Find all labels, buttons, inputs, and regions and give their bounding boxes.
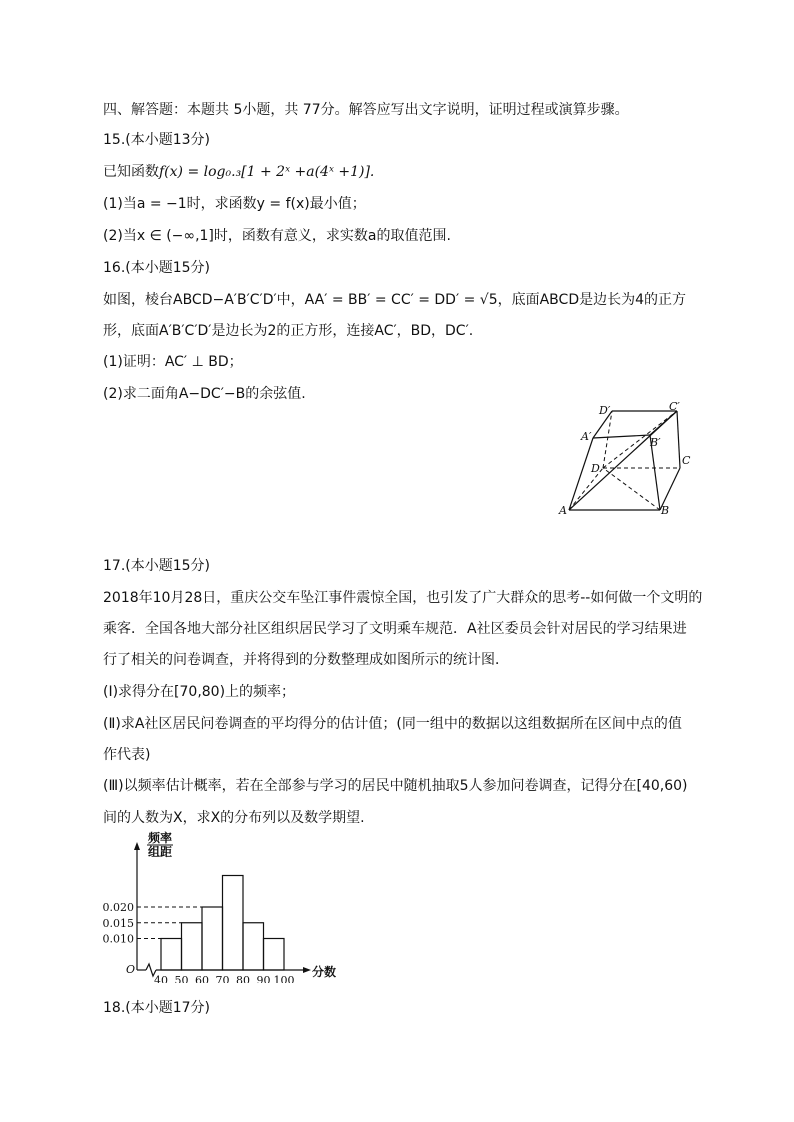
q16-part2: (2)求二面角A−DC′−B的余弦值. [103, 386, 306, 402]
q15-stem-formula: f(x) = log₀.₃[1 + 2ˣ +a(4ˣ +1)]. [159, 164, 375, 180]
histogram-bar [243, 923, 264, 970]
diag-b-d [603, 468, 660, 510]
label-b: B [661, 504, 670, 517]
diag-d-c1 [603, 411, 677, 468]
x-axis-label: 分数 [312, 965, 337, 979]
histogram-bar [264, 939, 285, 971]
q17-part1: (Ⅰ)求得分在[70,80)上的频率； [103, 684, 296, 700]
q17-stem-line3: 行了相关的问卷调查，并将得到的分数整理成如图所示的统计图． [103, 652, 509, 668]
histogram-bar [202, 907, 223, 970]
label-d-prime: D′ [599, 404, 611, 417]
x-axis-arrow [303, 967, 311, 973]
q18-number: 18.(本小题17分) [103, 1000, 211, 1016]
x-tick-label: 80 [236, 974, 250, 983]
x-tick-label: 40 [154, 974, 168, 983]
q16-part1: (1)证明：AC′ ⊥ BD； [103, 354, 243, 370]
edge-c-c1 [677, 411, 680, 468]
x-tick-label: 100 [273, 974, 295, 983]
q15-number: 15.(本小题13分) [103, 132, 211, 148]
y-tick-label: 0.015 [102, 916, 134, 930]
x-tick-label: 50 [174, 974, 189, 983]
histogram-bar [161, 939, 182, 971]
x-tick-label: 90 [256, 974, 271, 983]
label-a: A [559, 504, 567, 517]
histogram-bar [182, 923, 203, 970]
q16-stem-line1: 如图，棱台ABCD−A′B′C′D′中，AA′ = BB′ = CC′ = DD′ = √5，底面ABCD是边长为4的正方 [103, 292, 687, 308]
q16-stem-line2: 形，底面A′B′C′D′是边长为2的正方形，连接AC′，BD，DC′. [103, 323, 474, 339]
y-axis-arrow [134, 842, 140, 850]
q15-stem-prefix: 已知函数 [103, 164, 159, 180]
y-tick-label: 0.010 [102, 932, 134, 946]
x-tick-label: 60 [195, 974, 209, 983]
section-header: 四、解答题：本题共 5小题，共 77分。解答应写出文字说明，证明过程或演算步骤。 [103, 102, 629, 118]
frustum-figure [555, 398, 705, 520]
origin-label: O [126, 963, 136, 976]
label-c: C [682, 454, 691, 467]
edge-d-d1 [603, 411, 612, 468]
y-label-bottom: 组距 [148, 845, 173, 859]
q17-part3-line1: (Ⅲ)以频率估计概率，若在全部参与学习的居民中随机抽取5人参加问卷调查，记得分在[40,60) [103, 778, 688, 794]
q17-stem-line2: 乘客．全国各地大部分社区组织居民学习了文明乘车规范．A社区委员会针对居民的学习结果进 [103, 621, 687, 637]
label-d: D [591, 462, 600, 475]
q17-part2-line2: 作代表) [103, 747, 151, 763]
label-a-prime: A′ [581, 430, 592, 443]
x-tick-label: 70 [215, 974, 230, 983]
edge-a1-b1 [593, 435, 650, 438]
q15-part1: (1)当a = −1时，求函数y = f(x)最小值； [103, 196, 366, 212]
q17-number: 17.(本小题15分) [103, 558, 211, 574]
y-tick-label: 0.020 [102, 901, 134, 914]
q16-number: 16.(本小题15分) [103, 260, 211, 276]
label-c-prime: C′ [669, 400, 680, 413]
q17-stem-line1: 2018年10月28日，重庆公交车坠江事件震惊全国，也引发了广大群众的思考--如何做一个文明的 [103, 590, 703, 606]
q15-stem [103, 162, 374, 182]
q15-part2: (2)当x ∈ (−∞,1]时，函数有意义，求实数a的取值范围. [103, 228, 451, 244]
histogram-bar [223, 876, 244, 971]
q17-part2-line1: (Ⅱ)求A社区居民问卷调查的平均得分的估计值；(同一组中的数据以这组数据所在区间中点的值 [103, 716, 682, 732]
histogram-chart [100, 828, 350, 983]
q17-part3-line2: 间的人数为X，求X的分布列以及数学期望. [103, 810, 365, 826]
label-b-prime: B′ [650, 436, 661, 449]
y-label-top: 频率 [148, 831, 173, 845]
